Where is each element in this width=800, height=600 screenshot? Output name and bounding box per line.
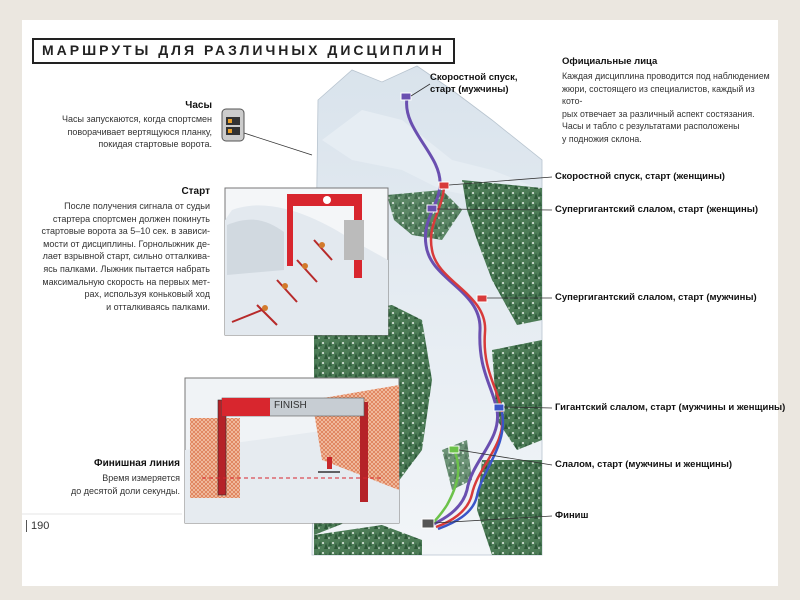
start-text: После получения сигнала от судьи стартера спортсмен должен покинуть стартовые ворота за 5–10 сек. в зависи- мости от дисциплины. Горнолыжник де- лает взрывной старт, сильно отталкива- ясь палками. Лыжник пытается набрать максимальную скорость на первых мет- рах, используя коньковый ход и отталкиваясь палками. xyxy=(41,201,210,312)
safety-net-left xyxy=(190,418,240,498)
label-giant-slalom: Гигантский слалом, старт (мужчины и женщины) xyxy=(555,402,786,413)
start-inset xyxy=(225,188,388,335)
downhill-men-marker xyxy=(401,93,411,100)
page-title: МАРШРУТЫ ДЛЯ РАЗЛИЧНЫХ ДИСЦИПЛИН xyxy=(32,38,455,64)
clock-text: Часы запускаются, когда спортсмен поворачивает вертящуюся планку, покидая стартовые ворота. xyxy=(61,114,212,150)
label-finish: Финиш xyxy=(555,510,589,521)
finish-line-text: Время измеряется до десятой доли секунды. xyxy=(70,473,180,496)
finish-line-heading: Финишная линия xyxy=(94,458,180,469)
label-downhill-women: Скоростной спуск, старт (женщины) xyxy=(555,171,725,182)
label-supergiant-men: Супергигантский слалом, старт (мужчины) xyxy=(555,292,757,303)
finish-marker xyxy=(422,519,434,528)
page xyxy=(22,20,786,586)
clock-heading: Часы xyxy=(185,100,212,111)
slalom-marker xyxy=(449,446,459,453)
label-supergiant-women: Супергигантский слалом, старт (женщины) xyxy=(555,204,758,215)
giant-marker xyxy=(494,404,504,411)
label-downhill-men: Скоростной спуск, старт (мужчины) xyxy=(430,72,518,95)
supergiant-women-marker xyxy=(427,205,437,212)
officials-heading: Официальные лица xyxy=(562,56,658,67)
officials-text: Каждая дисциплина проводится под наблюдением жюри, состоящего из специалистов, каждый из кото- рых отвечает за различный аспект состязания. Часы и табло с результатами расположены у подножия склона. xyxy=(562,71,770,144)
page-number: 190 xyxy=(26,520,49,532)
label-slalom: Слалом, старт (мужчины и женщины) xyxy=(555,459,733,470)
start-heading: Старт xyxy=(181,186,210,197)
downhill-women-marker xyxy=(439,182,449,189)
finish-banner-text: FINISH xyxy=(274,400,307,411)
supergiant-men-marker xyxy=(477,295,487,302)
clock-device xyxy=(222,109,244,141)
